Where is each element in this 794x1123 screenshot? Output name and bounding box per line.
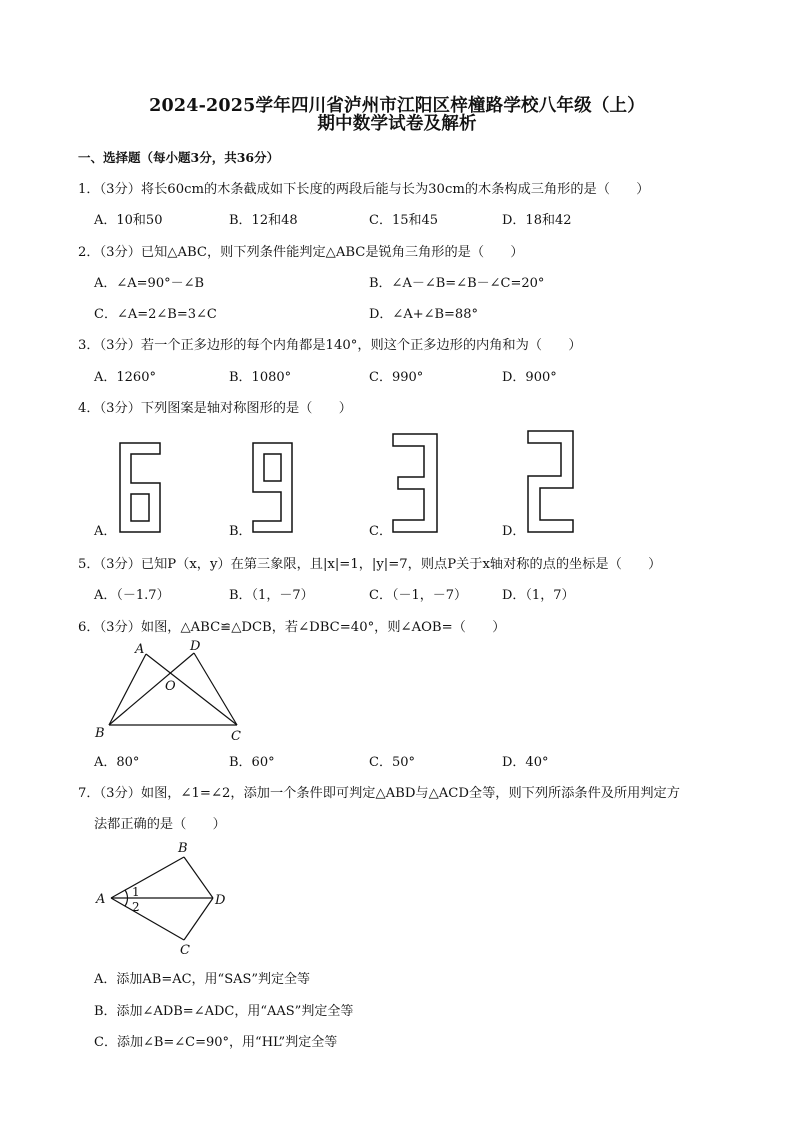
q4-option-b: B．	[229, 524, 252, 539]
q4-option-d: D．	[502, 524, 526, 539]
q7-label-b: B	[178, 841, 188, 856]
q7-label-angle-2: 2	[132, 900, 140, 914]
q7-label-a: A	[96, 892, 106, 907]
q6-option-a: A．80°	[94, 755, 140, 770]
q7-label-angle-1: 1	[132, 885, 140, 899]
q5-option-a: A．（－1.7）	[94, 588, 170, 603]
q1-option-c: C．15和45	[369, 213, 439, 228]
q3-option-c: C．990°	[369, 370, 424, 385]
q1-option-a: A．10和50	[94, 213, 163, 228]
section-header: 一、选择题（每小题3分，共36分）	[78, 150, 280, 165]
q2-option-d: D．∠A+∠B=88°	[369, 307, 478, 322]
question-1-stem: 1．（3分）将长60cm的木条截成如下长度的两段后能与长为30cm的木条构成三角形的是（ ）	[78, 182, 650, 197]
question-2-stem: 2．（3分）已知△ABC，则下列条件能判定△ABC是锐角三角形的是（ ）	[78, 245, 524, 260]
q2-option-b: B．∠A－∠B=∠B－∠C=20°	[369, 276, 545, 291]
q5-option-d: D．（1，7）	[502, 588, 575, 603]
q3-option-b: B．1080°	[229, 370, 292, 385]
question-6-stem: 6．（3分）如图，△ABC≌△DCB，若∠DBC=40°，则∠AOB=（ ）	[78, 620, 506, 635]
q4-option-c: C．	[369, 524, 392, 539]
q3-option-a: A．1260°	[94, 370, 156, 385]
q6-label-b: B	[95, 726, 105, 741]
q7-label-c: C	[180, 943, 190, 958]
q6-label-c: C	[231, 729, 241, 744]
q7-option-b: B．添加∠ADB=∠ADC，用“AAS”判定全等	[94, 1004, 354, 1019]
q7-option-c: C．添加∠B=∠C=90°，用“HL”判定全等	[94, 1035, 338, 1050]
q4-option-a: A．	[94, 524, 117, 539]
q2-option-c: C．∠A=2∠B=3∠C	[94, 307, 217, 322]
q2-option-a: A．∠A=90°－∠B	[94, 276, 205, 291]
q5-option-b: B．（1，－7）	[229, 588, 314, 603]
q6-option-d: D．40°	[502, 755, 549, 770]
q5-option-c: C．（－1，－7）	[369, 588, 467, 603]
q6-option-c: C．50°	[369, 755, 415, 770]
q1-option-b: B．12和48	[229, 213, 298, 228]
page-title: 2024-2025学年四川省泸州市江阳区梓橦路学校八年级（上）	[149, 96, 645, 116]
question-7-stem-line2: 法都正确的是（ ）	[94, 817, 226, 832]
q3-option-d: D．900°	[502, 370, 557, 385]
q6-label-a: A	[135, 642, 145, 657]
q6-label-d: D	[190, 639, 201, 654]
q6-option-b: B．60°	[229, 755, 275, 770]
q7-label-d: D	[215, 893, 226, 908]
page-subtitle: 期中数学试卷及解析	[317, 114, 477, 134]
question-5-stem: 5．（3分）已知P（x，y）在第三象限，且|x|=1，|y|=7，则点P关于x轴对称的点的坐标是（ ）	[78, 557, 662, 572]
q1-option-d: D．18和42	[502, 213, 572, 228]
q7-option-a: A．添加AB=AC，用“SAS”判定全等	[94, 972, 311, 987]
q6-label-o: O	[165, 679, 176, 694]
question-3-stem: 3．（3分）若一个正多边形的每个内角都是140°，则这个正多边形的内角和为（ ）	[78, 338, 582, 353]
question-4-stem: 4．（3分）下列图案是轴对称图形的是（ ）	[78, 401, 352, 416]
question-7-stem-line1: 7．（3分）如图，∠1=∠2，添加一个条件即可判定△ABD与△ACD全等，则下列所添条件及所用判定方	[78, 786, 680, 801]
